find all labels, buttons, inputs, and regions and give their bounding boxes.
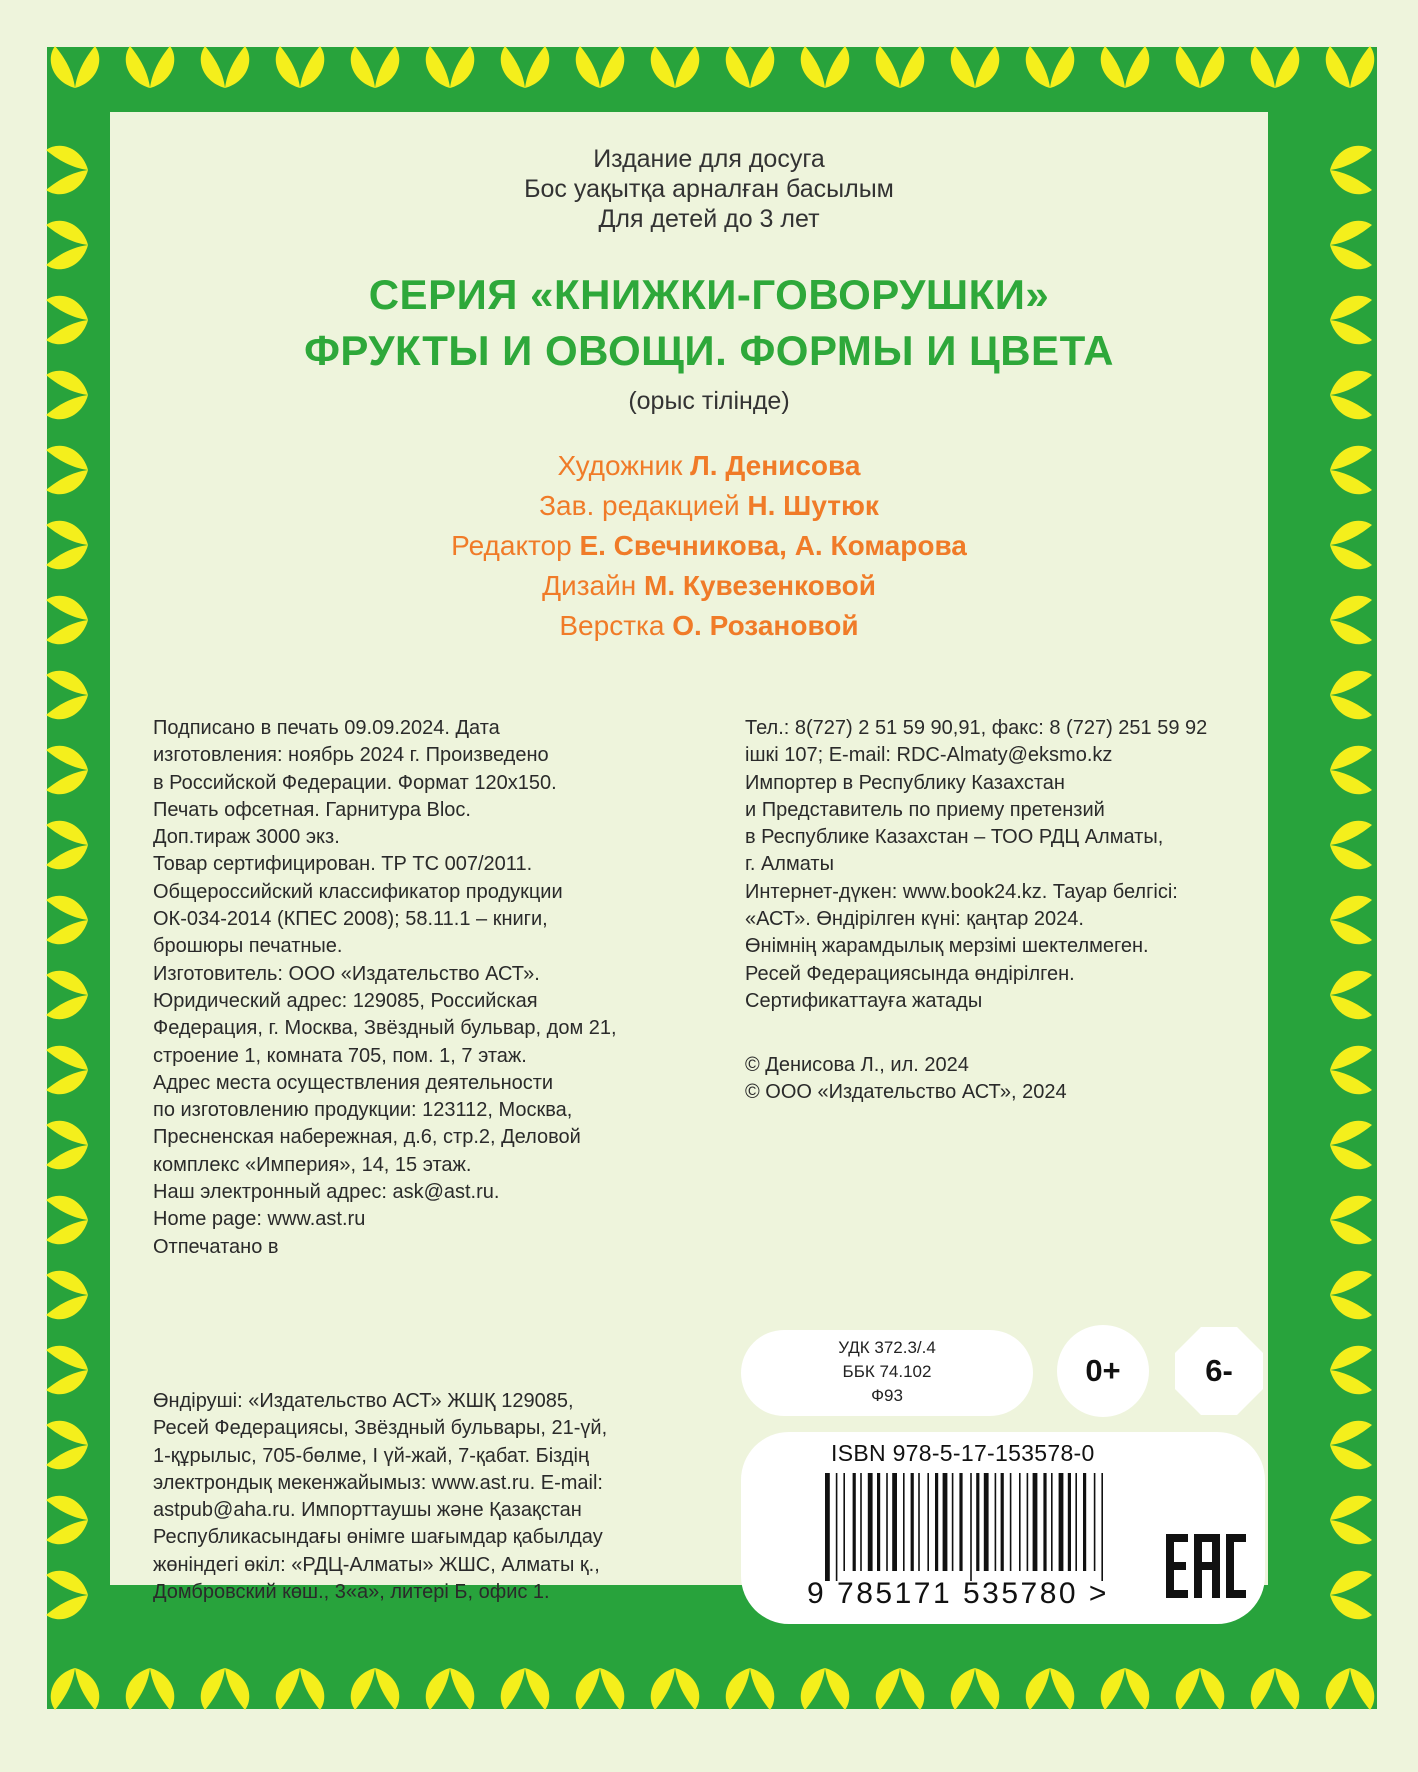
copyright-line: © ООО «Издательство АСТ», 2024	[745, 1081, 1067, 1104]
leaf-pair	[1326, 46, 1375, 88]
leaf-pair	[51, 46, 100, 88]
leaf-pair	[651, 1668, 700, 1710]
leaf-pair	[1330, 821, 1372, 870]
leaf-pair	[426, 46, 475, 88]
leaf-pair	[576, 46, 625, 88]
imprint-line: Домбровский көш., 3«а», литері Б, офис 1.	[153, 1581, 550, 1604]
credit-role: Редактор	[451, 530, 572, 561]
credit-role: Художник	[557, 450, 683, 481]
imprint-line: в Российской Федерации. Формат 120x150.	[153, 771, 557, 794]
imprint-line: Сертификаттауға жатады	[745, 989, 983, 1012]
leaf-pair	[876, 1668, 925, 1710]
age-rating-badge	[1057, 1325, 1149, 1417]
imprint-line: Импортер в Республику Казахстан	[745, 771, 1065, 794]
imprint-line: Товар сертифицирован. ТР ТС 007/2011.	[153, 853, 533, 876]
imprint-line: astpub@aha.ru. Импорттаушы және Қазақстан	[153, 1499, 582, 1522]
imprint-line: изготовления: ноябрь 2024 г. Произведено	[153, 744, 549, 767]
leaf-pair	[46, 1196, 88, 1245]
imprint-line: Юридический адрес: 129085, Российская	[153, 989, 538, 1012]
leaf-pair	[46, 971, 88, 1020]
imprint-line: жөніндегі өкіл: «РДЦ-Алматы» ЖШС, Алматы қ.,	[153, 1553, 600, 1576]
leaf-pair	[1330, 1346, 1372, 1395]
credit-name: Е. Свечникова, А. Комарова	[579, 530, 967, 561]
isbn-number: ISBN 978-5-17-153578-0	[831, 1440, 1095, 1466]
leaf-pair	[1330, 1496, 1372, 1545]
leaf-pair	[46, 1121, 88, 1170]
leaf-pair	[46, 1571, 88, 1620]
imprint-right-column	[745, 715, 1207, 1015]
credit-editor-in-chief	[0, 486, 1418, 526]
leaf-pair	[46, 671, 88, 720]
leaf-pair	[46, 1346, 88, 1395]
imprint-line: электрондық мекенжайымыз: www.ast.ru. E-mail:	[153, 1471, 603, 1494]
imprint-line: Общероссийский классификатор продукции	[153, 880, 563, 903]
author-sign: Ф93	[871, 1386, 903, 1405]
udk-code: УДК 372.3/.4	[838, 1338, 936, 1357]
leaf-pair	[46, 1046, 88, 1095]
imprint-line: Печать офсетная. Гарнитура Bloc.	[153, 798, 471, 821]
leaf-pair	[876, 46, 925, 88]
leaf-pair	[46, 1271, 88, 1320]
imprint-line: комплекс «Империя», 14, 15 этаж.	[153, 1153, 472, 1176]
imprint-line: в Республике Казахстан – ТОО РДЦ Алматы,	[745, 826, 1164, 849]
imprint-line: по изготовлению продукции: 123112, Москва,	[153, 1099, 573, 1122]
leaf-pair	[1101, 46, 1150, 88]
leaf-pair	[426, 1668, 475, 1710]
leaf-pair	[1101, 1668, 1150, 1710]
imprint-line: Пресненская набережная, д.6, стр.2, Деловой	[153, 1126, 581, 1149]
leaf-pair	[351, 1668, 400, 1710]
leaf-pair	[126, 1668, 175, 1710]
leaf-pair	[46, 1496, 88, 1545]
credit-role: Зав. редакцией	[539, 490, 740, 521]
age-limit-badge	[1173, 1325, 1265, 1417]
leaf-pair	[726, 46, 775, 88]
leaf-pair	[46, 1421, 88, 1470]
imprint-line: Өндіруші: «Издательство АСТ» ЖШҚ 129085,	[153, 1390, 574, 1412]
leaf-pair	[46, 746, 88, 795]
leaf-pair	[1330, 1046, 1372, 1095]
language-note: (орыс тілінде)	[628, 387, 790, 415]
imprint-line: Изготовитель: ООО «Издательство АСТ».	[153, 962, 540, 985]
leaf-pair	[1330, 1196, 1372, 1245]
credit-role: Верстка	[559, 610, 665, 641]
leaf-pair	[276, 46, 325, 88]
leaf-pair	[46, 821, 88, 870]
imprint-left-column	[153, 715, 617, 1261]
leaf-pair	[201, 1668, 250, 1710]
credit-name: Н. Шутюк	[747, 490, 879, 521]
leaf-pair	[1330, 1121, 1372, 1170]
leaf-pair	[801, 1668, 850, 1710]
imprint-line: «АСТ». Өндірілген күні: қаңтар 2024.	[745, 908, 1084, 931]
imprint-line: 1-құрылыс, 705-бөлме, I үй-жай, 7-қабат. Біздің	[153, 1444, 590, 1467]
imprint-line: ОК-034-2014 (КПЕС 2008); 58.11.1 – книги,	[153, 908, 548, 931]
credit-illustrator	[0, 446, 1418, 486]
barcode-digits: 9 785171 535780 >	[807, 1577, 1109, 1610]
imprint-line: Федерация, г. Москва, Звёздный бульвар, дом 21,	[153, 1017, 617, 1040]
leaf-pair	[51, 1668, 100, 1710]
credit-role: Дизайн	[542, 570, 637, 601]
leaf-pair	[501, 1668, 550, 1710]
leaf-pair	[1330, 671, 1372, 720]
series-title: СЕРИЯ «КНИЖКИ-ГОВОРУШКИ»	[368, 271, 1050, 318]
leaf-pair	[1026, 46, 1075, 88]
imprint-line: строение 1, комната 705, пом. 1, 7 этаж.	[153, 1044, 527, 1067]
copyright-block	[745, 1052, 1067, 1107]
leaf-pair	[576, 1668, 625, 1710]
imprint-line: Home page: www.ast.ru	[153, 1208, 366, 1231]
imprint-line: Подписано в печать 09.09.2024. Дата	[153, 717, 500, 739]
credit-name: О. Розановой	[672, 610, 859, 641]
leaf-pair	[1251, 46, 1300, 88]
leaf-pair	[1330, 896, 1372, 945]
imprint-line: Ресей Федерациясы, Звёздный бульвары, 21-үй,	[153, 1417, 608, 1440]
imprint-line: Ресей Федерациясында өндірілген.	[745, 962, 1075, 985]
kazakh-imprint-block	[153, 1388, 607, 1606]
imprint-line: Отпечатано в	[153, 1235, 279, 1258]
leaf-pair	[1330, 746, 1372, 795]
classification-codes	[741, 1330, 1033, 1422]
credit-design	[0, 566, 1418, 606]
leaf-pair	[501, 46, 550, 88]
imprint-line: Тел.: 8(727) 2 51 59 90,91, факс: 8 (727) 251 59 92	[745, 717, 1208, 739]
credit-name: Л. Денисова	[690, 450, 861, 481]
imprint-line: Наш электронный адрес: ask@ast.ru.	[153, 1181, 500, 1204]
leaf-pair	[126, 46, 175, 88]
imprint-line: Адрес места осуществления деятельности	[153, 1071, 554, 1094]
leaf-pair	[951, 46, 1000, 88]
imprint-line: и Представитель по приему претензий	[745, 798, 1105, 821]
imprint-line: Доп.тираж 3000 экз.	[153, 826, 340, 849]
leaf-pair	[1326, 1668, 1375, 1710]
leaf-pair	[1330, 971, 1372, 1020]
barcode-bars	[825, 1473, 1125, 1585]
imprint-line: Республикасындағы өнімге шағымдар қабылдау	[153, 1526, 603, 1549]
leaf-pair	[1330, 1571, 1372, 1620]
credit-name: М. Кувезенковой	[644, 570, 876, 601]
credit-layout	[0, 606, 1418, 646]
imprint-line: Интернет-дүкен: www.book24.kz. Тауар белгісі:	[745, 880, 1178, 903]
leaf-pair	[1251, 1668, 1300, 1710]
imprint-line: брошюры печатные.	[153, 935, 343, 958]
leaf-pair	[1176, 46, 1225, 88]
leaf-pair	[801, 46, 850, 88]
bbk-code: ББК 74.102	[842, 1362, 932, 1381]
leaf-pair	[1330, 1271, 1372, 1320]
imprint-line: ішкі 107; E-mail: RDC-Almaty@eksmo.kz	[745, 744, 1113, 767]
age-rating-text: 0+	[1085, 1353, 1121, 1388]
leaf-pair	[351, 46, 400, 88]
imprint-line: Өнімнің жарамдылық мерзімі шектелмеген.	[745, 935, 1149, 958]
credit-editor	[0, 526, 1418, 566]
leaf-pair	[201, 46, 250, 88]
leaf-pair	[726, 1668, 775, 1710]
age-limit-text: 6-	[1205, 1353, 1233, 1388]
leaf-pair	[1026, 1668, 1075, 1710]
leaf-pair	[951, 1668, 1000, 1710]
eac-mark-icon	[1164, 1530, 1248, 1602]
leaf-pair	[276, 1668, 325, 1710]
leaf-pair	[1176, 1668, 1225, 1710]
header-line-2: Бос уақытқа арналған басылым	[524, 175, 894, 203]
header-line-1: Издание для досуга	[593, 145, 825, 173]
leaf-pair	[46, 896, 88, 945]
book-title: ФРУКТЫ И ОВОЩИ. ФОРМЫ И ЦВЕТА	[304, 327, 1114, 374]
leaf-pair	[1330, 1421, 1372, 1470]
leaf-pair	[651, 46, 700, 88]
imprint-line: г. Алматы	[745, 853, 834, 876]
header-line-3: Для детей до 3 лет	[598, 205, 820, 233]
copyright-line: © Денисова Л., ил. 2024	[745, 1054, 969, 1076]
